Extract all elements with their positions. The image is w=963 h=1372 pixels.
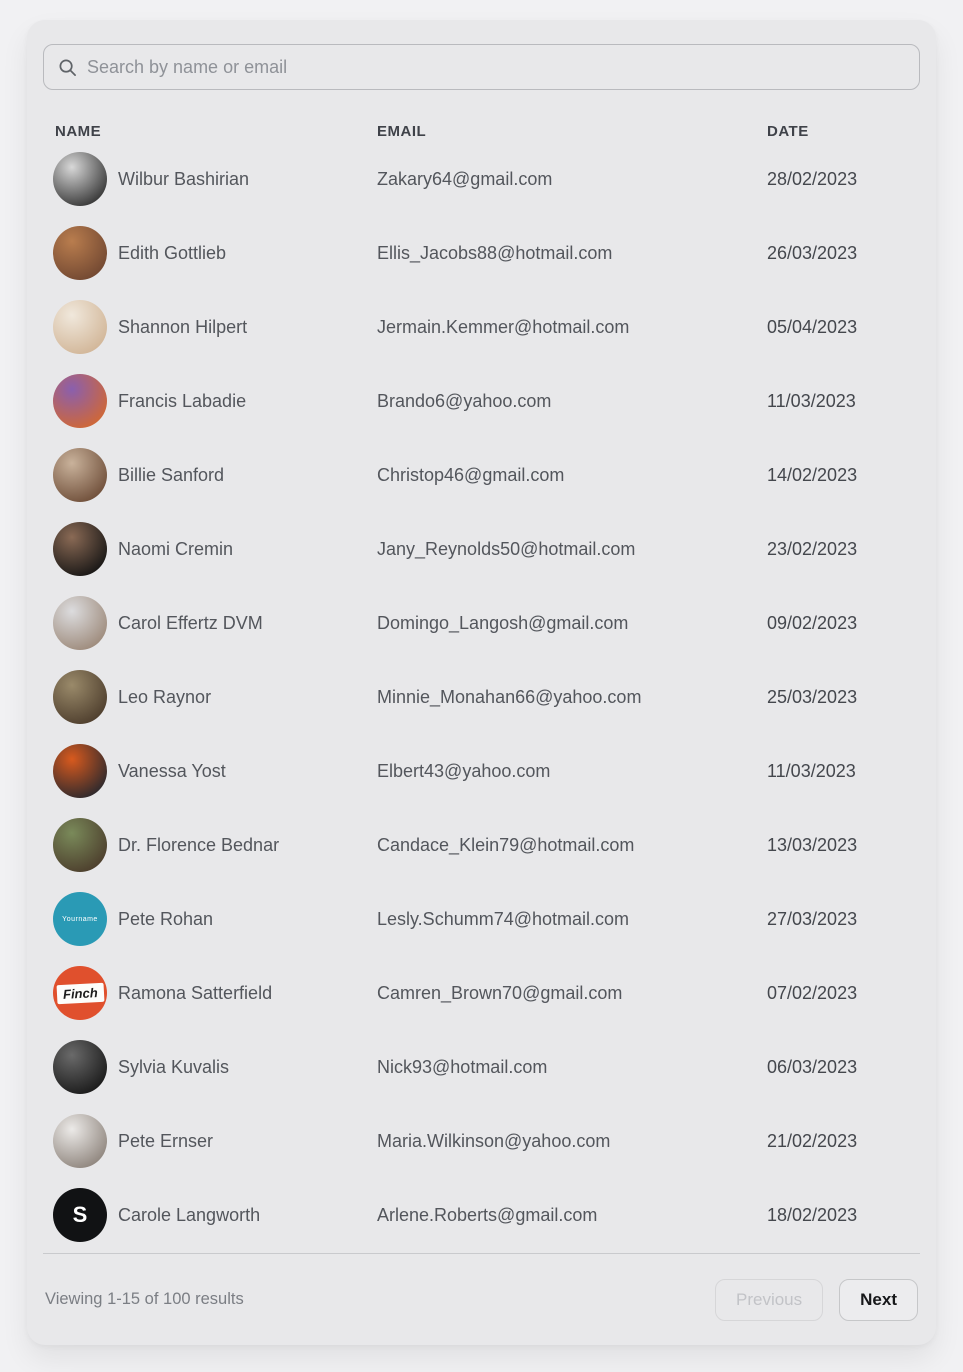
user-date: 11/03/2023 (767, 390, 856, 411)
avatar (53, 300, 107, 354)
user-name: Ramona Satterfield (118, 982, 273, 1003)
avatar (53, 1114, 107, 1168)
previous-button[interactable]: Previous (715, 1279, 823, 1321)
user-name: Vanessa Yost (118, 760, 226, 781)
user-email: Elbert43@yahoo.com (377, 760, 551, 781)
user-name: Wilbur Bashirian (118, 168, 250, 189)
avatar (53, 818, 107, 872)
name-cell (43, 374, 377, 428)
user-name: Pete Rohan (118, 908, 214, 929)
avatar (53, 448, 107, 502)
table-row (43, 142, 920, 216)
user-name: Sylvia Kuvalis (118, 1056, 230, 1077)
user-date: 07/02/2023 (767, 982, 858, 1003)
user-name: Shannon Hilpert (118, 316, 248, 337)
avatar-label: Finch (56, 982, 104, 1003)
name-cell (43, 300, 377, 354)
name-cell (43, 596, 377, 650)
table-row (43, 290, 920, 364)
user-email: Brando6@yahoo.com (377, 390, 552, 411)
user-email: Candace_Klein79@hotmail.com (377, 834, 635, 855)
avatar (53, 152, 107, 206)
table-row (43, 1104, 920, 1178)
user-date: 27/03/2023 (767, 908, 858, 929)
name-cell (43, 670, 377, 724)
avatar-label: Yourname (62, 915, 98, 923)
table-row (43, 1178, 920, 1252)
avatar (53, 226, 107, 280)
results-status: Viewing 1-15 of 100 results (45, 1290, 244, 1308)
table-row (43, 438, 920, 512)
avatar (53, 596, 107, 650)
name-cell (43, 818, 377, 872)
column-header-date: DATE (767, 122, 809, 140)
user-date: 18/02/2023 (767, 1204, 858, 1225)
user-email: Zakary64@gmail.com (377, 168, 553, 189)
table-row (43, 956, 920, 1030)
name-cell (43, 1188, 377, 1242)
table-row (43, 216, 920, 290)
user-date: 26/03/2023 (767, 242, 858, 263)
user-name: Billie Sanford (118, 464, 225, 485)
search-icon (58, 58, 77, 77)
search-input[interactable] (87, 57, 905, 78)
user-date: 21/02/2023 (767, 1130, 858, 1151)
table-row (43, 734, 920, 808)
table-header (43, 120, 920, 142)
user-date: 11/03/2023 (767, 760, 856, 781)
table-row (43, 660, 920, 734)
avatar (53, 892, 107, 946)
name-cell (43, 152, 377, 206)
name-cell (43, 448, 377, 502)
user-name: Pete Ernser (118, 1130, 214, 1151)
user-email: Camren_Brown70@gmail.com (377, 982, 623, 1003)
avatar (53, 522, 107, 576)
name-cell (43, 226, 377, 280)
user-date: 06/03/2023 (767, 1056, 858, 1077)
table-row (43, 808, 920, 882)
user-name: Leo Raynor (118, 686, 212, 707)
name-cell (43, 966, 377, 1020)
avatar (53, 374, 107, 428)
user-name: Dr. Florence Bednar (118, 834, 280, 855)
user-date: 05/04/2023 (767, 316, 858, 337)
name-cell (43, 892, 377, 946)
avatar (53, 744, 107, 798)
table-row (43, 586, 920, 660)
name-cell (43, 1114, 377, 1168)
user-date: 23/02/2023 (767, 538, 858, 559)
user-date: 25/03/2023 (767, 686, 858, 707)
user-email: Lesly.Schumm74@hotmail.com (377, 908, 630, 929)
search-box[interactable] (43, 44, 920, 90)
user-date: 09/02/2023 (767, 612, 858, 633)
user-name: Edith Gottlieb (118, 242, 227, 263)
table-row (43, 364, 920, 438)
name-cell (43, 744, 377, 798)
table-row (43, 882, 920, 956)
user-date: 28/02/2023 (767, 168, 858, 189)
column-header-email: EMAIL (377, 122, 427, 140)
table-footer (43, 1253, 920, 1345)
pagination (715, 1279, 918, 1321)
user-email: Nick93@hotmail.com (377, 1056, 548, 1077)
user-email: Jany_Reynolds50@hotmail.com (377, 538, 636, 559)
user-email: Christop46@gmail.com (377, 464, 565, 485)
avatar (53, 966, 107, 1020)
avatar-label: S (72, 1202, 88, 1227)
table-body (43, 142, 920, 1252)
user-list-card (27, 20, 936, 1345)
avatar (53, 670, 107, 724)
user-email: Jermain.Kemmer@hotmail.com (377, 316, 630, 337)
table-row (43, 512, 920, 586)
user-email: Ellis_Jacobs88@hotmail.com (377, 242, 613, 263)
user-name: Carol Effertz DVM (118, 612, 263, 633)
user-name: Naomi Cremin (118, 538, 234, 559)
user-email: Domingo_Langosh@gmail.com (377, 612, 629, 633)
user-email: Minnie_Monahan66@yahoo.com (377, 686, 642, 707)
user-name: Carole Langworth (118, 1204, 261, 1225)
user-name: Francis Labadie (118, 390, 247, 411)
column-header-name: NAME (55, 122, 102, 140)
name-cell (43, 1040, 377, 1094)
avatar (53, 1188, 107, 1242)
name-cell (43, 522, 377, 576)
user-email: Arlene.Roberts@gmail.com (377, 1204, 598, 1225)
avatar (53, 1040, 107, 1094)
user-email: Maria.Wilkinson@yahoo.com (377, 1130, 611, 1151)
user-date: 13/03/2023 (767, 834, 858, 855)
table-row (43, 1030, 920, 1104)
next-button[interactable]: Next (839, 1279, 918, 1321)
user-date: 14/02/2023 (767, 464, 858, 485)
